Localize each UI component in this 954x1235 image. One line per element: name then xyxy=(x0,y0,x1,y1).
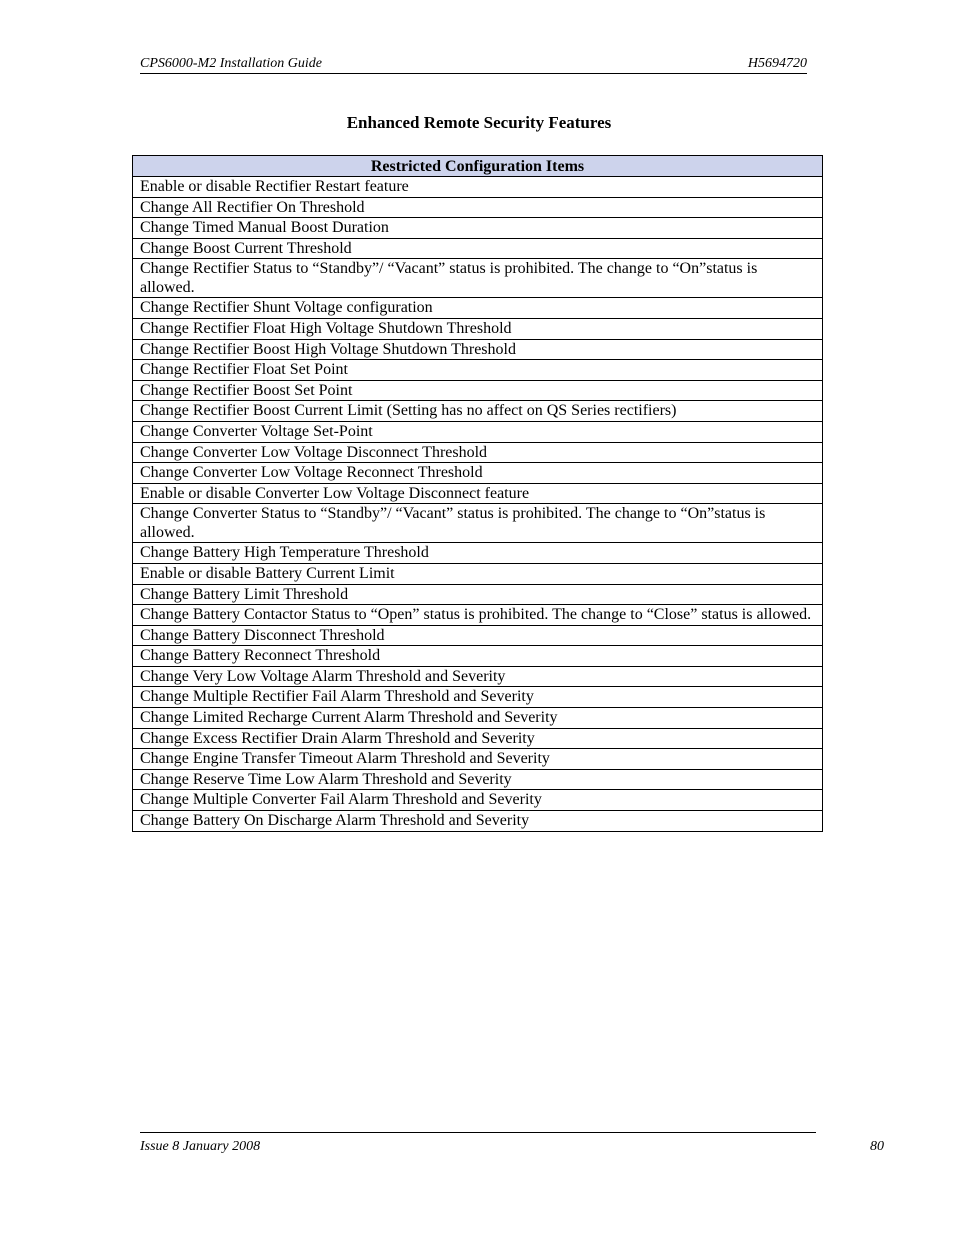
table-cell: Change Rectifier Status to “Standby”/ “Vacant” status is prohibited. The change to “On”status is allowed. xyxy=(133,259,823,298)
restricted-configuration-table xyxy=(132,155,823,832)
table-cell: Change Converter Voltage Set-Point xyxy=(133,421,823,442)
table-row xyxy=(133,177,823,198)
table-cell: Enable or disable Rectifier Restart feature xyxy=(133,177,823,198)
table-cell: Change Reserve Time Low Alarm Threshold and Severity xyxy=(133,769,823,790)
table-row xyxy=(133,666,823,687)
table-row xyxy=(133,483,823,504)
table-row xyxy=(133,442,823,463)
table-cell: Change Converter Low Voltage Reconnect Threshold xyxy=(133,463,823,484)
table-row xyxy=(133,646,823,667)
table-row xyxy=(133,605,823,626)
table-row xyxy=(133,298,823,319)
table-row xyxy=(133,769,823,790)
guide-title: CPS6000-M2 Installation Guide xyxy=(140,56,322,71)
table-header: Restricted Configuration Items xyxy=(133,156,823,177)
table-cell: Change Converter Status to “Standby”/ “Vacant” status is prohibited. The change to “On”status is allowed. xyxy=(133,504,823,543)
table-cell: Change Rectifier Boost Set Point xyxy=(133,380,823,401)
document-number: H5694720 xyxy=(747,56,807,71)
table-row xyxy=(133,463,823,484)
table-cell: Change Battery Contactor Status to “Open” status is prohibited. The change to “Close” status is allowed. xyxy=(133,605,823,626)
table-cell: Change Multiple Rectifier Fail Alarm Threshold and Severity xyxy=(133,687,823,708)
table-row xyxy=(133,318,823,339)
table-row xyxy=(133,218,823,239)
table-cell: Enable or disable Converter Low Voltage Disconnect feature xyxy=(133,483,823,504)
table-cell: Change Battery Reconnect Threshold xyxy=(133,646,823,667)
table-row xyxy=(133,504,823,543)
footer-rule xyxy=(140,1132,816,1133)
table-row xyxy=(133,790,823,811)
table-cell: Change Battery High Temperature Threshold xyxy=(133,543,823,564)
table-cell: Change Excess Rectifier Drain Alarm Threshold and Severity xyxy=(133,728,823,749)
table-row xyxy=(133,543,823,564)
page-number: 80 xyxy=(870,1139,884,1154)
table-header-row xyxy=(133,156,823,177)
table-cell: Change Very Low Voltage Alarm Threshold and Severity xyxy=(133,666,823,687)
table-cell: Change Battery Limit Threshold xyxy=(133,584,823,605)
table-row xyxy=(133,197,823,218)
table-cell: Change Battery On Discharge Alarm Threshold and Severity xyxy=(133,811,823,832)
table-row xyxy=(133,421,823,442)
table-row xyxy=(133,584,823,605)
table-cell: Change All Rectifier On Threshold xyxy=(133,197,823,218)
table-cell: Change Rectifier Boost Current Limit (Setting has no affect on QS Series rectifiers) xyxy=(133,401,823,422)
table-cell: Change Boost Current Threshold xyxy=(133,238,823,259)
table-row xyxy=(133,811,823,832)
table-cell: Change Timed Manual Boost Duration xyxy=(133,218,823,239)
table-row xyxy=(133,625,823,646)
table-cell: Change Multiple Converter Fail Alarm Threshold and Severity xyxy=(133,790,823,811)
table-cell: Enable or disable Battery Current Limit xyxy=(133,563,823,584)
table-cell: Change Engine Transfer Timeout Alarm Threshold and Severity xyxy=(133,749,823,770)
table-cell: Change Limited Recharge Current Alarm Threshold and Severity xyxy=(133,708,823,729)
table-cell: Change Rectifier Boost High Voltage Shutdown Threshold xyxy=(133,339,823,360)
table-cell: Change Rectifier Float High Voltage Shutdown Threshold xyxy=(133,318,823,339)
table-cell: Change Rectifier Shunt Voltage configuration xyxy=(133,298,823,319)
table-row xyxy=(133,380,823,401)
table-cell: Change Battery Disconnect Threshold xyxy=(133,625,823,646)
table-body xyxy=(133,177,823,832)
table-row xyxy=(133,728,823,749)
section-title: Enhanced Remote Security Features xyxy=(346,113,612,132)
table-row xyxy=(133,259,823,298)
issue-date: Issue 8 January 2008 xyxy=(140,1139,261,1154)
table-row xyxy=(133,238,823,259)
table-cell: Change Rectifier Float Set Point xyxy=(133,360,823,381)
table-row xyxy=(133,360,823,381)
page-header xyxy=(140,56,807,74)
table-row xyxy=(133,749,823,770)
table-row xyxy=(133,708,823,729)
table-row xyxy=(133,563,823,584)
table-row xyxy=(133,687,823,708)
table-cell: Change Converter Low Voltage Disconnect Threshold xyxy=(133,442,823,463)
table-row xyxy=(133,401,823,422)
table-row xyxy=(133,339,823,360)
